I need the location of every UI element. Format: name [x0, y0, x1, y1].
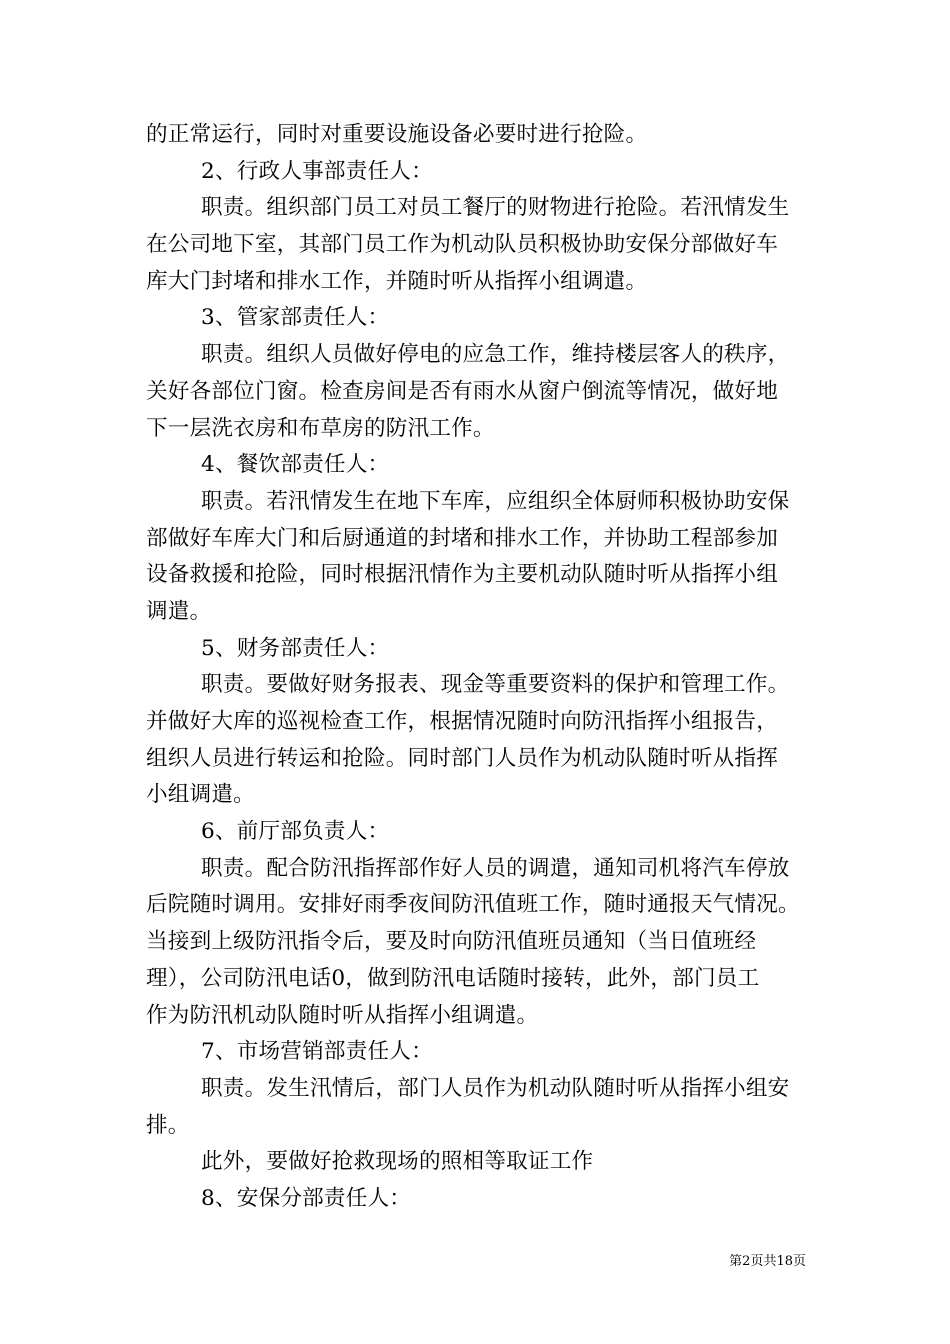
section-heading: 6、前厅部负责人：	[201, 819, 390, 845]
text-line: 在公司地下室，其部门员工作为机动队员积极协助安保分部做好车	[146, 232, 779, 258]
section-heading: 4、餐饮部责任人：	[201, 452, 390, 478]
text-line: 部做好车库大门和后厨通道的封堵和排水工作，并协助工程部参加	[146, 525, 779, 551]
text-line: 职责。组织部门员工对员工餐厅的财物进行抢险。若汛情发生	[201, 195, 790, 221]
section-heading: 7、市场营销部责任人：	[201, 1039, 433, 1065]
page-number: 第2页共18页	[729, 1254, 806, 1269]
text-line: 下一层洗衣房和布草房的防汛工作。	[146, 415, 495, 441]
text-line: 职责。若汛情发生在地下车库，应组织全体厨师积极协助安保	[201, 488, 790, 514]
text-line: 职责。要做好财务报表、现金等重要资料的保护和管理工作。	[201, 672, 790, 698]
text-line: 职责。组织人员做好停电的应急工作，维持楼层客人的秩序，	[201, 342, 790, 368]
text-line: 职责。配合防汛指挥部作好人员的调遣，通知司机将汽车停放	[201, 855, 790, 881]
text-line: 小组调遣。	[146, 782, 255, 808]
text-line: 调遣。	[146, 598, 212, 624]
text-line: 职责。发生汛情后，部门人员作为机动队随时听从指挥小组安	[201, 1075, 790, 1101]
section-heading: 8、安保分部责任人：	[201, 1185, 412, 1211]
section-heading: 3、管家部责任人：	[201, 305, 390, 331]
section-heading: 5、财务部责任人：	[201, 635, 390, 661]
text-line: 库大门封堵和排水工作，并随时听从指挥小组调遣。	[146, 268, 648, 294]
text-line: 组织人员进行转运和抢险。同时部门人员作为机动队随时听从指挥	[146, 745, 779, 771]
text-line: 排。	[146, 1112, 190, 1138]
text-line: 理），公司防汛电话0，做到防汛电话随时接转，此外，部门员工	[146, 965, 760, 991]
text-line: 当接到上级防汛指令后，要及时向防汛值班员通知（当日值班经	[146, 929, 757, 955]
text-line: 后院随时调用。安排好雨季夜间防汛值班工作，随时通报天气情况。	[146, 892, 800, 918]
document-body	[146, 117, 808, 1218]
text-line: 设备救援和抢险，同时根据汛情作为主要机动队随时听从指挥小组	[146, 562, 779, 588]
text-line: 关好各部位门窗。检查房间是否有雨水从窗户倒流等情况，做好地	[146, 378, 779, 404]
text-line: 的正常运行，同时对重要设施设备必要时进行抢险。	[146, 122, 648, 147]
text-line: 并做好大库的巡视检查工作，根据情况随时向防汛指挥小组报告，	[146, 709, 779, 734]
text-line: 作为防汛机动队随时听从指挥小组调遣。	[146, 1002, 539, 1028]
section-heading: 2、行政人事部责任人：	[201, 158, 433, 184]
text-line: 此外，要做好抢救现场的照相等取证工作	[201, 1149, 594, 1175]
